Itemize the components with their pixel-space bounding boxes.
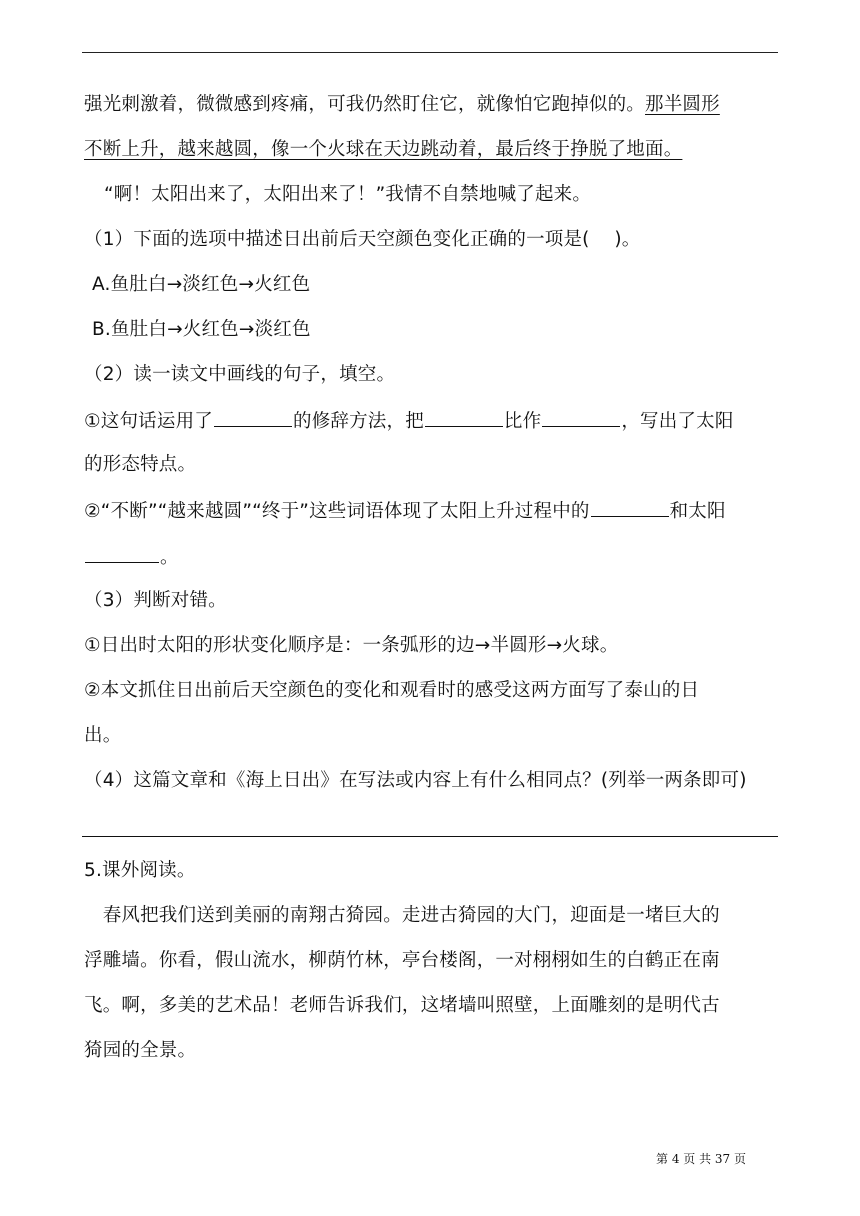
fill-blank[interactable] [425, 408, 503, 427]
reading-line-4 [84, 1039, 196, 1063]
option-text: A.鱼肚白→淡红色→火红色 [92, 274, 311, 295]
passage-line-2 [84, 138, 682, 162]
question-text: 的修辞方法，把 [293, 411, 424, 432]
header-rule [82, 52, 778, 53]
question-text: 出。 [84, 725, 122, 746]
fill-blank[interactable] [591, 498, 669, 517]
fill-blank[interactable] [214, 408, 292, 427]
reading-text: 猗园的全景。 [84, 1040, 197, 1061]
passage-text: 强光刺激着，微微感到疼痛，可我仍然盯住它，就像怕它跑掉似的。 [84, 94, 646, 115]
passage-line-3 [104, 183, 591, 207]
passage-line-1 [84, 93, 720, 117]
reading-text: 浮雕墙。你看，假山流水，柳荫竹林，亭台楼阁，一对栩栩如生的白鹤正在南 [84, 950, 720, 971]
question-text: （3）判断对错。 [84, 590, 227, 611]
question-text: 和太阳 [669, 501, 726, 522]
question-3-item-1 [84, 634, 618, 658]
question-text: ②“不断”“越来越圆”“终于”这些词语体现了太阳上升过程中的 [84, 501, 590, 522]
question-text: ①这句话运用了 [84, 411, 213, 432]
underlined-sentence: 那半圆形 [645, 94, 720, 115]
reading-text: 飞。啊，多美的艺术品！老师告诉我们，这堵墙叫照壁，上面雕刻的是明代古 [84, 995, 720, 1016]
question-text: ②本文抓住日出前后天空颜色的变化和观看时的感受这两方面写了泰山的日 [84, 680, 700, 701]
reading-line-1 [84, 904, 720, 928]
question-text: ，写出了太阳 [621, 411, 734, 432]
option-text: B.鱼肚白→火红色→淡红色 [92, 319, 311, 340]
fill-blank[interactable] [85, 544, 159, 563]
question-text: （4）这篇文章和《海上日出》在写法或内容上有什么相同点？(列举一两条即可) [84, 770, 747, 791]
question-3-item-2 [84, 679, 699, 703]
question-4-stem [84, 769, 747, 793]
question-1-option-b [92, 318, 311, 342]
question-2-item-1 [84, 408, 734, 434]
question-2-stem [84, 363, 395, 387]
reading-line-3 [84, 994, 720, 1018]
question-1-stem [84, 228, 641, 252]
question-1-option-a [92, 273, 310, 297]
page-number: 第 4 页 共 37 页 [656, 1152, 746, 1166]
answer-line[interactable] [82, 836, 778, 837]
question-text: 。 [160, 547, 179, 568]
question-text: 的形态特点。 [84, 454, 197, 475]
section-heading: 5.课外阅读。 [84, 860, 196, 881]
question-2-item-2-cont [84, 544, 179, 570]
section-5-heading [84, 859, 196, 883]
question-3-item-2-cont [84, 724, 121, 748]
question-text: ①日出时太阳的形状变化顺序是：一条弧形的边→半圆形→火球。 [84, 635, 619, 656]
question-text: （2）读一读文中画线的句子，填空。 [84, 364, 396, 385]
passage-text: “啊！太阳出来了，太阳出来了！”我情不自禁地喊了起来。 [104, 184, 592, 205]
underlined-sentence: 不断上升，越来越圆，像一个火球在天边跳动着，最后终于挣脱了地面。 [84, 139, 683, 160]
question-2-item-2 [84, 498, 726, 524]
reading-text: 春风把我们送到美丽的南翔古猗园。走进古猗园的大门，迎面是一堵巨大的 [84, 905, 720, 926]
question-2-item-1-cont [84, 453, 196, 477]
question-3-stem [84, 589, 227, 613]
question-text: （1）下面的选项中描述日出前后天空颜色变化正确的一项是( )。 [84, 229, 641, 250]
reading-line-2 [84, 949, 720, 973]
fill-blank[interactable] [542, 408, 620, 427]
question-text: 比作 [503, 411, 542, 432]
